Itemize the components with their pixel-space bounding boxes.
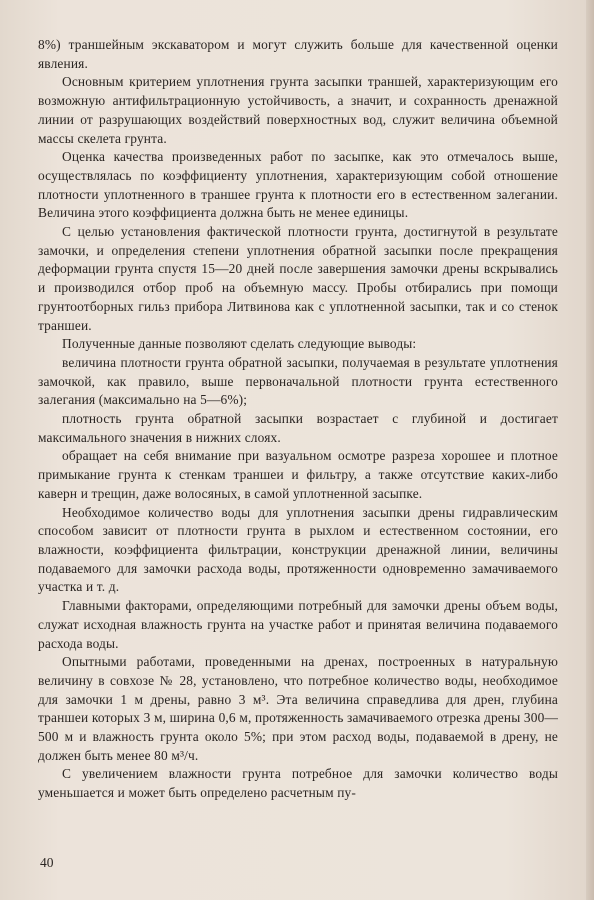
paragraph-conclusion-1: величина плотности грунта обратной засыпки, получаемая в результате уплотнения замочкой, как правило, выше первоначальной плотности грунта естественного залегания (максимально на 5—6%);: [38, 354, 558, 408]
paragraph-conclusion-2: плотность грунта обратной засыпки возрастает с глубиной и достигает максимального значения в нижних слоях.: [38, 411, 558, 445]
paragraph-main-factors: Главными факторами, определяющими потребный для замочки дрены объем воды, служат исходная влажность грунта на участке работ и принятая величина подаваемого расхода воды.: [38, 598, 558, 651]
paragraph-conclusions-intro: Полученные данные позволяют сделать следующие выводы:: [62, 336, 417, 352]
page-spine-shadow: [586, 0, 594, 900]
paragraph-quality-assessment: Оценка качества произведенных работ по засыпке, как это отмечалось выше, осуществлялась по коэффициенту уплотнения, характеризующим собой отношение плотности уплотненного в траншее грунта к плотности его в естественном залегании. Величина этого коэффициента должна быть не менее единицы.: [38, 149, 558, 221]
paragraph-continuation: 8%) траншейным экскаватором и могут служить больше для качественной оценки явления.: [38, 37, 558, 71]
paragraph-conclusion-3: обращает на себя внимание при вазуальном осмотре разреза хорошее и плотное примыкание грунта к стенкам траншеи и фильтру, а также отсутствие каких-либо каверн и трещин, даже волосяных, в самой уплотненной засыпке.: [38, 448, 558, 501]
paragraph-criterion: Основным критерием уплотнения грунта засыпки траншей, характеризующим его возможную антифильтрационную устойчивость, а значит, и сохранность дренажной линии от разрушающих воздействий поверхностных вод, служит величина объемной массы скелета грунта.: [38, 74, 558, 146]
page-number: 40: [40, 855, 54, 870]
paragraph-water-quantity: Необходимое количество воды для уплотнения засыпки дрены гидравлическим способом зависит от плотности грунта в рыхлом и естественном состоянии, его влажности, коэффициента фильтрации, конструкции дренажной линии, величины подаваемого для замочки расхода воды, протяженности одновременно замачиваемого участка и т. д.: [38, 504, 558, 595]
paragraph-humidity: С увеличением влажности грунта потребное для замочки количество воды уменьшается и может быть определено расчетным пу-: [38, 766, 558, 801]
paragraph-density-method: С целью установления фактической плотности грунта, достигнутой в результате замочки, и определения степени уплотнения обратной засыпки после прекращения деформации грунта спустя 15—20 дней после завершения замочки дрены вскрывались и производился отбор проб на объемную массу. Пробы отбирались при помощи грунтоотборных гильз прибора Литвинова как с уплотненной засыпки, так и со стенок траншеи.: [38, 224, 558, 333]
body-text: [38, 36, 558, 803]
paragraph-experimental-results: Опытными работами, проведенными на дренах, построенных в натуральную величину в совхозе № 28, установлено, что потребное количество воды, необходимое для замочки 1 м дрены, равно 3 м³. Эта величина справедлива для дрен, глубина траншеи которых 3 м, ширина 0,6 м, протяженность замачиваемого отрезка дрены 300—500 м и влажность грунта около 5%; при этом расход воды, подаваемой в дрену, не должен быть менее 80 м³/ч.: [38, 654, 558, 763]
